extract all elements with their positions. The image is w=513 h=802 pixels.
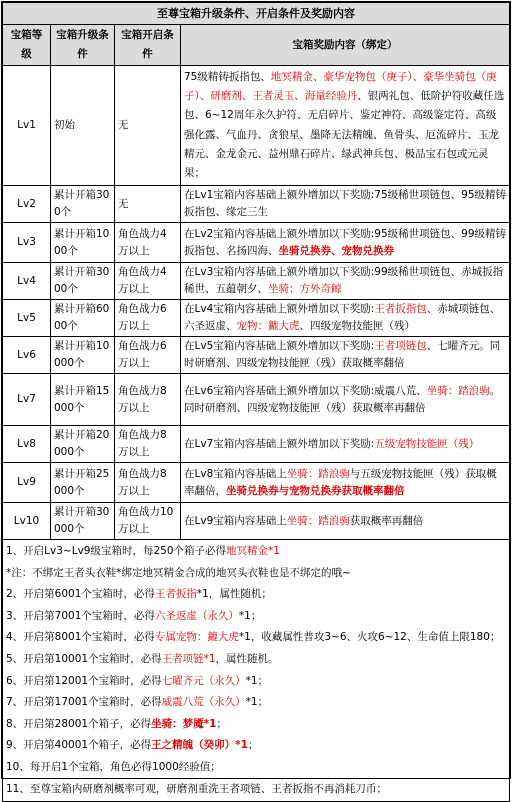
reward-cell — [181, 463, 510, 503]
reward-text: 在Lv4宝箱内容基础上额外增加以下奖励: — [184, 303, 375, 315]
reward-cell — [181, 337, 510, 374]
highlight-text: 王者扳指包 — [374, 303, 427, 315]
highlight-text: 坐骑兑换券、宠物兑换券 — [278, 244, 394, 257]
header-level: 宝箱等级 — [3, 25, 51, 66]
reward-text: 在Lv8宝箱内容基础上 — [184, 467, 287, 480]
level-cell: Lv10 — [3, 503, 51, 540]
open-condition-cell: 角色战力4万以上 — [115, 223, 181, 263]
reward-text: 5、开启第10001个宝箱时，必得 — [6, 652, 162, 665]
reward-text: *1，收藏属性普攻3~6、火攻6~12、生命值上限180； — [238, 631, 501, 644]
reward-text: 1、开启Lv3~Lv9级宝箱时，每250个箱子必得 — [6, 545, 227, 557]
reward-text: 8、开启第28001个箱子，必得 — [6, 717, 152, 730]
level-row — [3, 186, 510, 223]
upgrade-condition-cell: 累计开箱30000个 — [51, 503, 115, 540]
open-condition-cell: 角色战力4万以上 — [115, 263, 181, 300]
reward-text: 在Lv1宝箱内容基础上额外增加以下奖励:75级稀世项链包、95级精铸扳指包、缘定三生 — [184, 189, 507, 218]
reward-text: ； — [216, 717, 227, 730]
reward-table — [2, 2, 510, 802]
note-line — [6, 735, 506, 757]
upgrade-condition-cell: 累计开箱15000个 — [51, 374, 115, 426]
level-cell: Lv8 — [3, 426, 51, 463]
highlight-text: 坐骑：梦魇*1 — [151, 717, 217, 730]
note-line — [6, 779, 506, 801]
reward-text: 75级精铸扳指包、 — [184, 70, 271, 83]
open-condition-cell: 角色战力8万以上 — [115, 374, 181, 426]
reward-text: *1； — [238, 609, 262, 622]
highlight-text: 宠物：鏕大虎 — [236, 320, 300, 332]
open-condition-cell: 角色战力8万以上 — [115, 426, 181, 463]
reward-text: 2、开启第6001个宝箱时，必得 — [6, 588, 155, 601]
highlight-text: 五级宠物技能匣（残） — [374, 437, 480, 450]
highlight-text: 王者扳指 — [154, 588, 197, 601]
note-line — [6, 584, 506, 606]
level-cell: Lv5 — [3, 300, 51, 337]
reward-document — [1, 1, 511, 795]
header-reward-content: 宝箱奖励内容（绑定） — [181, 25, 510, 66]
reward-cell — [181, 66, 510, 186]
reward-text: 在Lv5宝箱内容基础上额外增加以下奖励: — [184, 340, 375, 352]
reward-text: 获取概率再翻倍 — [349, 514, 424, 527]
reward-text: 在Lv3宝箱内容基础上额外增加以下奖励:99级稀世项链包、赤城扳指稀世、五蕴朝夕、 — [184, 266, 504, 295]
reward-text: 在Lv6宝箱内容基础上额外增加以下奖励:威震八荒、 — [184, 384, 427, 397]
level-cell: Lv1 — [3, 66, 51, 186]
note-line — [6, 627, 506, 649]
level-row — [3, 463, 510, 503]
highlight-text: 六圣返虚（永久） — [154, 609, 239, 622]
reward-text: 。 — [489, 384, 501, 397]
level-row — [3, 263, 510, 300]
level-row — [3, 426, 510, 463]
level-cell: Lv9 — [3, 463, 51, 503]
highlight-text: 坐骑：方外奇鲸 — [268, 283, 342, 295]
reward-text: 3、开启第7001个宝箱时，必得 — [6, 609, 155, 622]
highlight-text: 坐骑兑换券与宠物兑换券获取概率翻倍 — [226, 484, 405, 497]
highlight-text: 七曜齐元（永久） — [161, 674, 246, 687]
reward-text: 9、开启第40001个箱子，必得 — [6, 739, 152, 752]
level-row — [3, 337, 510, 374]
header-upgrade-condition: 宝箱升级条件 — [51, 25, 115, 66]
level-row — [3, 66, 510, 186]
reward-text: 10、每开启1个宝箱，角色必得1000经验值； — [6, 760, 221, 773]
upgrade-condition-cell: 累计开箱6000个 — [51, 300, 115, 337]
note-line — [6, 757, 506, 779]
level-row — [3, 374, 510, 426]
reward-text: *1； — [245, 696, 269, 709]
note-line — [6, 606, 506, 628]
upgrade-condition-cell: 累计开箱300个 — [51, 186, 115, 223]
level-cell: Lv2 — [3, 186, 51, 223]
highlight-text: 王者项链包 — [374, 340, 427, 352]
note-line — [6, 541, 506, 563]
reward-text: 7、开启第17001个宝箱时，必得 — [6, 696, 162, 709]
highlight-text: 坐骑：踏浪驹 — [426, 384, 490, 397]
open-condition-cell: 无 — [115, 186, 181, 223]
reward-cell — [181, 374, 510, 426]
highlight-text: 坐骑：踏浪驹 — [286, 514, 350, 527]
highlight-text: 地冥精金、豪华宠物包（庚子）、豪华坐骑包（庚子）、研磨剂、王者灵玉、海量经验丹 — [184, 70, 497, 103]
level-row — [3, 223, 510, 263]
reward-text: 与五级宠物技能匣（残）获取概率翻倍， — [184, 467, 497, 497]
reward-text: 、七曜齐元。同时研磨剂、四级宠物技能匣（残）获取概率翻倍 — [184, 340, 501, 369]
upgrade-condition-cell: 初始 — [51, 66, 115, 186]
reward-text: 在Lv2宝箱内容基础上额外增加以下奖励:95级稀世项链包、99级精铸扳指包、名扬四海、 — [184, 227, 507, 257]
table-title: 至尊宝箱升级条件、开启条件及奖励内容 — [3, 3, 510, 25]
upgrade-condition-cell: 累计开箱20000个 — [51, 426, 115, 463]
note-line — [6, 714, 506, 736]
upgrade-condition-cell: 累计开箱1000个 — [51, 223, 115, 263]
open-condition-cell: 无 — [115, 66, 181, 186]
open-condition-cell: 角色战力10万以上 — [115, 503, 181, 540]
notes-section — [3, 540, 510, 802]
note-line — [6, 563, 506, 585]
reward-cell — [181, 186, 510, 223]
reward-text: *注：不绑定王者头衣鞋*绑定地冥精金合成的地冥头衣鞋也是不绑定的哦~ — [6, 566, 351, 579]
reward-text: 、银两礼包、低阶护符收藏任选包、6~12周年永久护符、无启碎片、鉴定神符、高级鉴定符、高级强化露、气血丹、贪狼星、墨降无法精魄、鱼骨头、厄流碎片、玉龙精元、金龙金元、益州鼎石碎片、绿武神兵包、极品宝石包或元灵果； — [184, 90, 505, 179]
reward-text: 6、开启第12001个宝箱时，必得 — [6, 674, 162, 687]
open-condition-cell: 角色战力6万以上 — [115, 300, 181, 337]
reward-text: *1； — [245, 674, 269, 687]
upgrade-condition-cell: 累计开箱25000个 — [51, 463, 115, 503]
reward-text: *1，属性随机； — [196, 588, 272, 601]
reward-cell — [181, 263, 510, 300]
level-row — [3, 300, 510, 337]
header-open-condition: 宝箱开启条件 — [115, 25, 181, 66]
note-line — [6, 671, 506, 693]
upgrade-condition-cell: 累计开箱10000个 — [51, 337, 115, 374]
highlight-text: 威震八荒（永久） — [161, 696, 246, 709]
reward-text: 同时研磨剂、四级宠物技能匣（残）获取概率再翻倍 — [184, 401, 426, 414]
highlight-text: 坐骑：踏浪驹 — [286, 467, 350, 480]
note-line — [6, 649, 506, 671]
header-row — [3, 25, 510, 66]
reward-cell — [181, 223, 510, 263]
level-cell: Lv7 — [3, 374, 51, 426]
reward-text: ； — [247, 739, 259, 752]
level-cell: Lv6 — [3, 337, 51, 374]
reward-text: 11、至尊宝箱内研磨剂概率可观，研磨剂重洗王者项链、王者扳指不再消耗刀币； — [6, 782, 387, 795]
reward-text: ，属性随机。 — [215, 652, 279, 665]
reward-text: 在Lv9宝箱内容基础上 — [184, 514, 287, 527]
open-condition-cell: 角色战力8万以上 — [115, 463, 181, 503]
reward-cell — [181, 426, 510, 463]
highlight-text: 王者项链*1 — [161, 652, 216, 665]
open-condition-cell: 角色战力6万以上 — [115, 337, 181, 374]
reward-text: 、赤城项链包、六圣返虚、 — [184, 303, 501, 332]
level-cell: Lv4 — [3, 263, 51, 300]
highlight-text: 王之精魄（癸卯）*1 — [151, 739, 248, 752]
upgrade-condition-cell: 累计开箱3000个 — [51, 263, 115, 300]
reward-text: 、四级宠物技能匣（残） — [299, 320, 415, 332]
level-cell: Lv3 — [3, 223, 51, 263]
reward-text: 在Lv7宝箱内容基础上额外增加以下奖励: — [184, 437, 375, 450]
note-line — [6, 692, 506, 714]
reward-text: 4、开启第8001个宝箱时，必得 — [6, 631, 155, 644]
level-row — [3, 503, 510, 540]
reward-cell — [181, 503, 510, 540]
highlight-text: 地冥精金*1 — [226, 545, 280, 557]
reward-cell — [181, 300, 510, 337]
highlight-text: 专属宠物：鏕大虎 — [154, 631, 239, 644]
